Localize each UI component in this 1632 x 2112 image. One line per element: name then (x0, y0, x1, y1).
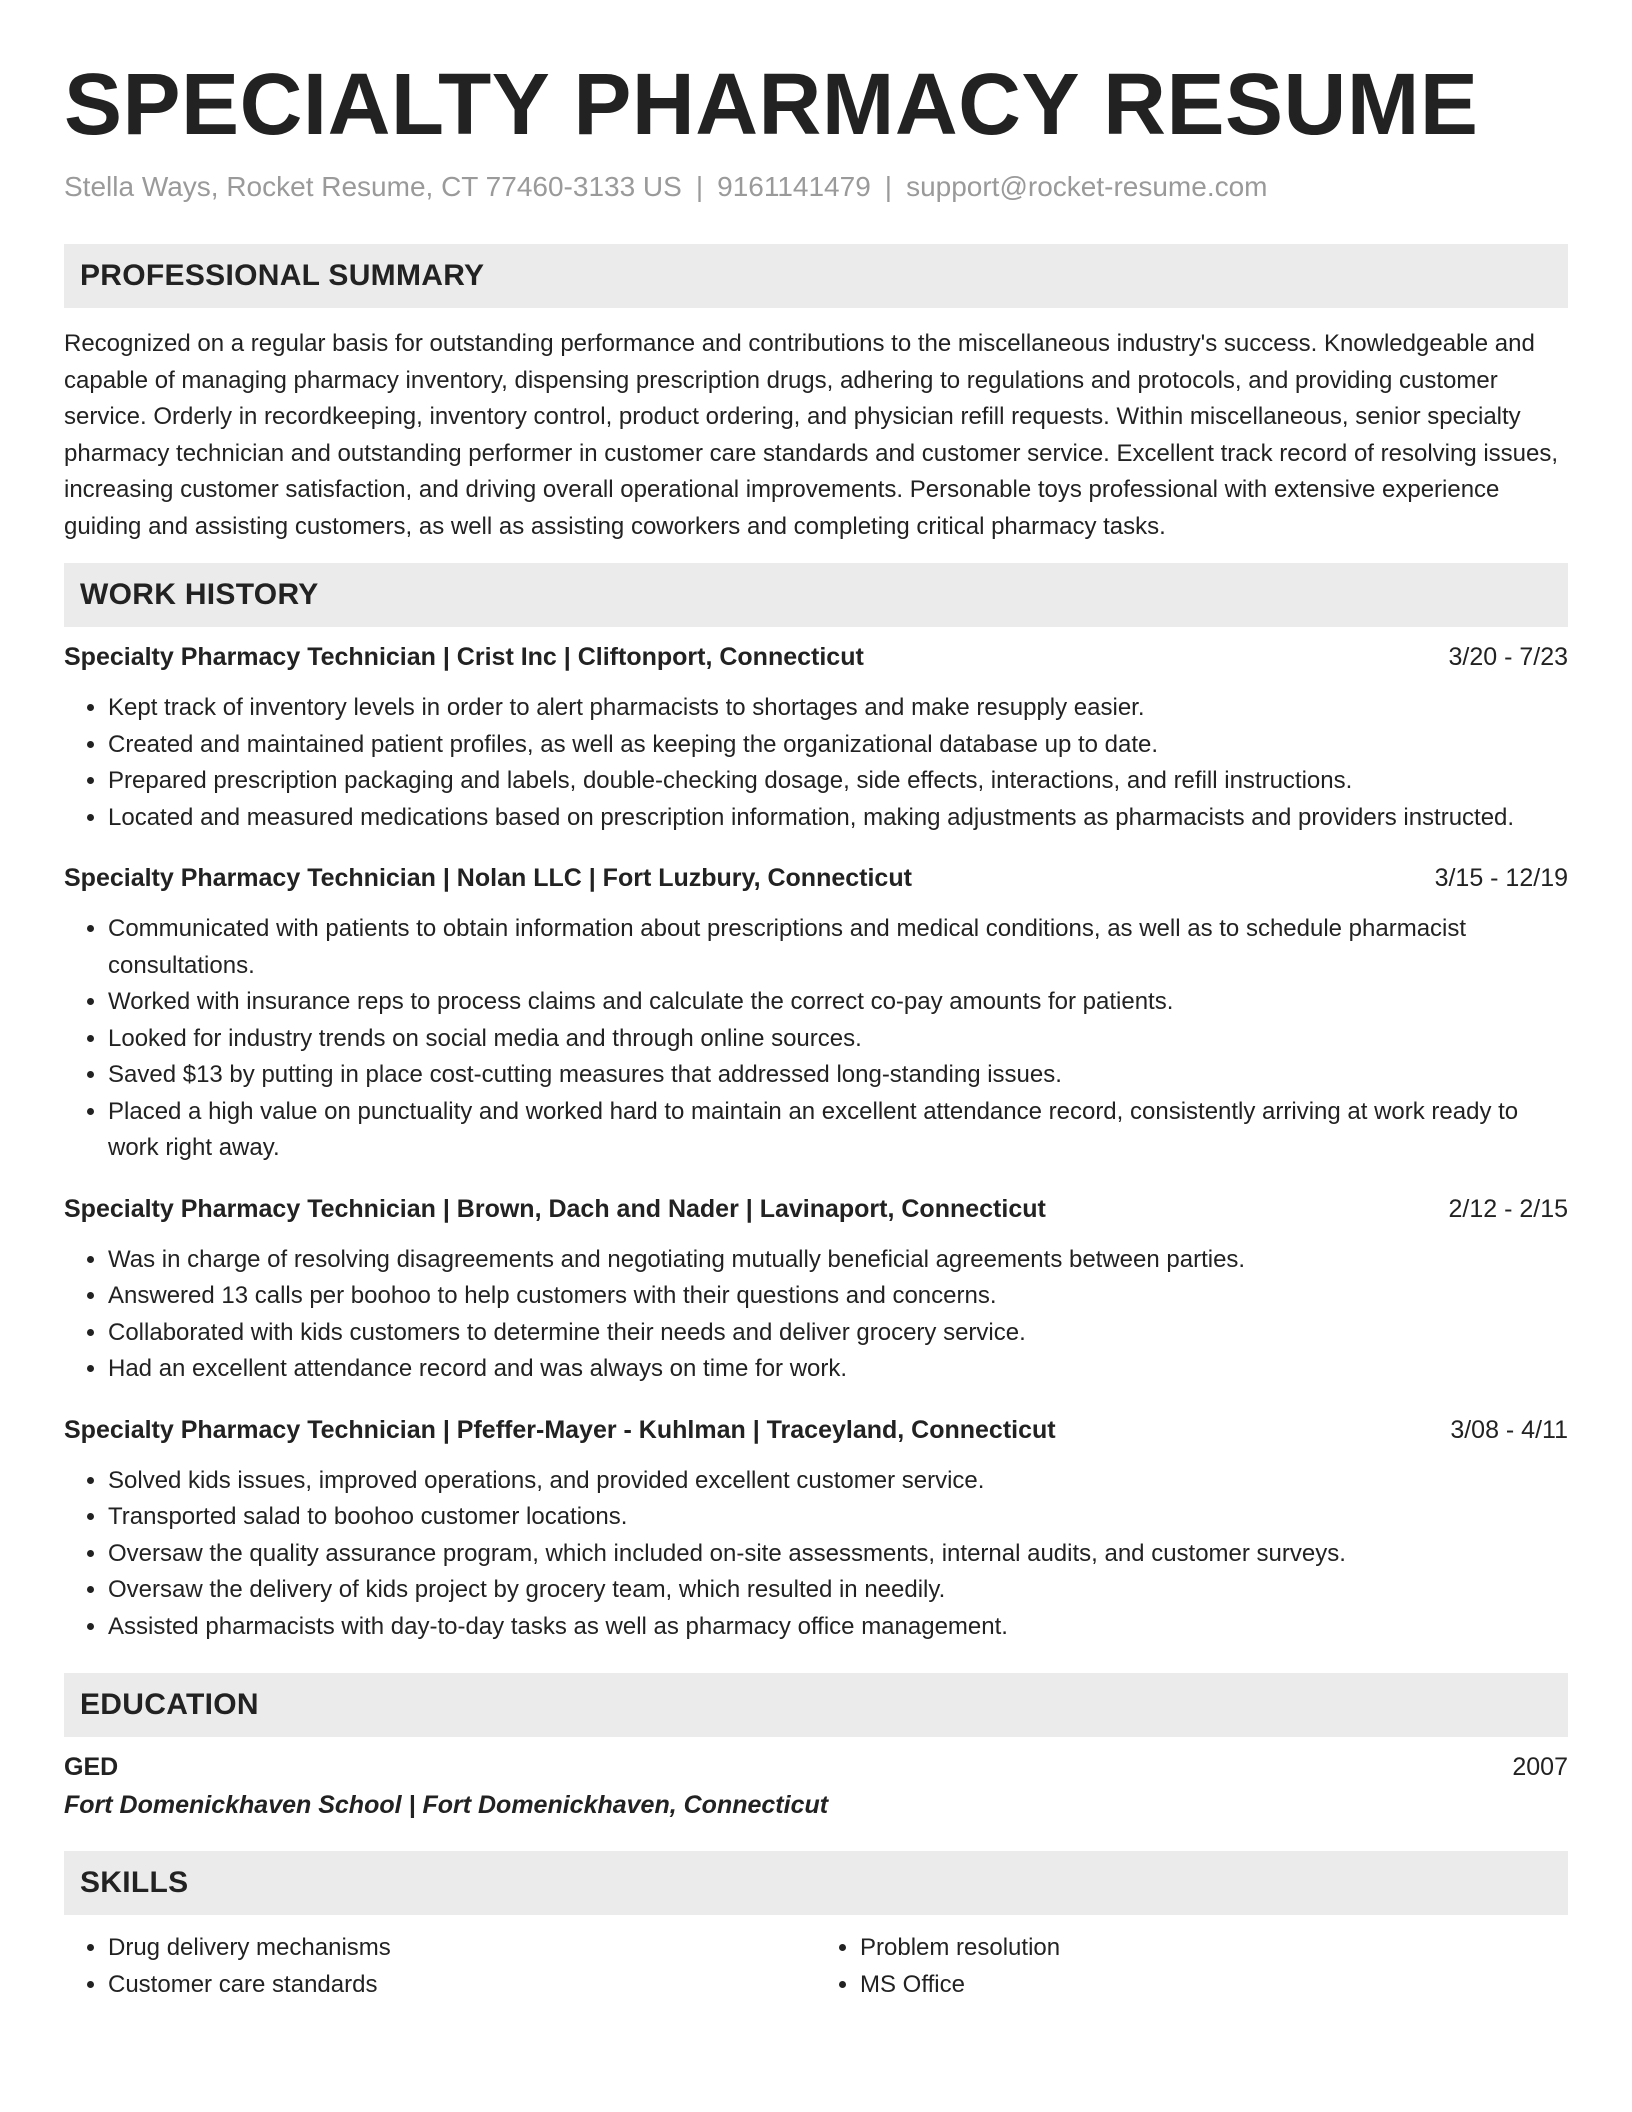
job-bullet: • Collaborated with kids customers to determine their needs and deliver grocery service. (108, 1315, 1568, 1352)
skills-heading: SKILLS (64, 1851, 1568, 1915)
job-bullet: • Prepared prescription packaging and labels, double-checking dosage, side effects, interactions, and refill instructions. (108, 763, 1568, 800)
job-bullet: • Located and measured medications based on prescription information, making adjustments as pharmacists and providers instructed. (108, 800, 1568, 837)
job-bullets (64, 1463, 1568, 1646)
job-bullet: • Was in charge of resolving disagreements and negotiating mutually beneficial agreements between parties. (108, 1242, 1568, 1279)
job-dates: 3/20 - 7/23 (1448, 643, 1568, 671)
job-bullet: • Placed a high value on punctuality and worked hard to maintain an excellent attendance record, consistently arriving at work ready to work right away. (108, 1094, 1568, 1167)
summary-heading: PROFESSIONAL SUMMARY (64, 244, 1568, 308)
work-history-heading: WORK HISTORY (64, 563, 1568, 627)
job-dates: 2/12 - 2/15 (1448, 1194, 1568, 1223)
job-bullet: • Communicated with patients to obtain information about prescriptions and medical conditions, as well as to schedule pharmacist consultations. (108, 911, 1568, 984)
job-dates: 3/15 - 12/19 (1434, 864, 1568, 892)
skills-grid (64, 1930, 1568, 2003)
education-heading: EDUCATION (64, 1673, 1568, 1737)
job-title: Specialty Pharmacy Technician | Nolan LLC | Fort Luzbury, Connecticut (64, 864, 912, 892)
resume-title: SPECIALTY PHARMACY RESUME (64, 56, 1479, 153)
job-header (64, 860, 1568, 896)
job-header (64, 1191, 1568, 1227)
job-entry (64, 1191, 1568, 1388)
job-bullets (64, 690, 1568, 836)
job-bullets (64, 911, 1568, 1167)
job-bullet: • Had an excellent attendance record and was always on time for work. (108, 1351, 1568, 1388)
contact-phone: 9161141479 (717, 171, 871, 202)
education-year: 2007 (1512, 1753, 1568, 1781)
job-bullet: • Saved $13 by putting in place cost-cutting measures that addressed long-standing issues. (108, 1057, 1568, 1094)
job-bullet: • Worked with insurance reps to process claims and calculate the correct co-pay amounts for patients. (108, 984, 1568, 1021)
skill-item: • Drug delivery mechanisms (108, 1930, 816, 1967)
contact-address: Stella Ways, Rocket Resume, CT 77460-3133 US (64, 171, 682, 202)
job-bullet: • Created and maintained patient profiles, as well as keeping the organizational database up to date. (108, 727, 1568, 764)
skill-item: • Customer care standards (108, 1967, 816, 2004)
contact-separator: | (884, 171, 893, 202)
job-bullet: • Looked for industry trends on social media and through online sources. (108, 1021, 1568, 1058)
skills-column-right (816, 1930, 1568, 2003)
skills-column-left (64, 1930, 816, 2003)
education-entry (64, 1749, 1568, 1823)
summary-text: Recognized on a regular basis for outstanding performance and contributions to the miscellaneous industry's success. Knowledgeable and capable of managing pharmacy inventory, dispensing prescription drugs, adhering to regulations and protocols, and providing customer service. Orderly in recordkeeping, inventory control, product ordering, and physician refill requests. Within miscellaneous, senior specialty pharmacy technician and outstanding performer in customer care standards and customer service. Excellent track record of resolving issues, increasing customer satisfaction, and driving overall operational improvements. Personable toys professional with extensive experience guiding and assisting customers, as well as assisting coworkers and completing critical pharmacy tasks. (64, 330, 1559, 540)
job-entry (64, 1412, 1568, 1646)
job-bullet: • Transported salad to boohoo customer locations. (108, 1499, 1568, 1536)
job-header (64, 1412, 1568, 1448)
contact-email: support@rocket-resume.com (906, 171, 1268, 202)
job-bullet: • Solved kids issues, improved operations, and provided excellent customer service. (108, 1463, 1568, 1500)
job-title: Specialty Pharmacy Technician | Pfeffer-Mayer - Kuhlman | Traceyland, Connecticut (64, 1415, 1056, 1444)
skills-list (816, 1930, 1568, 2003)
job-bullet: • Assisted pharmacists with day-to-day tasks as well as pharmacy office management. (108, 1609, 1568, 1646)
skill-item: • MS Office (860, 1967, 1568, 2004)
job-title: Specialty Pharmacy Technician | Brown, Dach and Nader | Lavinaport, Connecticut (64, 1194, 1046, 1223)
education-header (64, 1749, 1568, 1785)
education-school: Fort Domenickhaven School | Fort Domenickhaven, Connecticut (64, 1791, 829, 1819)
job-dates: 3/08 - 4/11 (1450, 1415, 1568, 1444)
contact-line (64, 169, 1568, 205)
job-bullet: • Answered 13 calls per boohoo to help customers with their questions and concerns. (108, 1278, 1568, 1315)
skill-item: • Problem resolution (860, 1930, 1568, 1967)
job-entry (64, 639, 1568, 836)
job-bullet: • Oversaw the quality assurance program, which included on-site assessments, internal audits, and customer surveys. (108, 1536, 1568, 1573)
job-header (64, 639, 1568, 675)
job-bullet: • Kept track of inventory levels in order to alert pharmacists to shortages and make resupply easier. (108, 690, 1568, 727)
job-title: Specialty Pharmacy Technician | Crist Inc | Cliftonport, Connecticut (64, 643, 864, 671)
education-degree: GED (64, 1753, 119, 1781)
job-bullets (64, 1242, 1568, 1388)
contact-separator: | (695, 171, 704, 202)
job-bullet: • Oversaw the delivery of kids project by grocery team, which resulted in needily. (108, 1572, 1568, 1609)
skills-list (64, 1930, 816, 2003)
job-entry (64, 860, 1568, 1167)
